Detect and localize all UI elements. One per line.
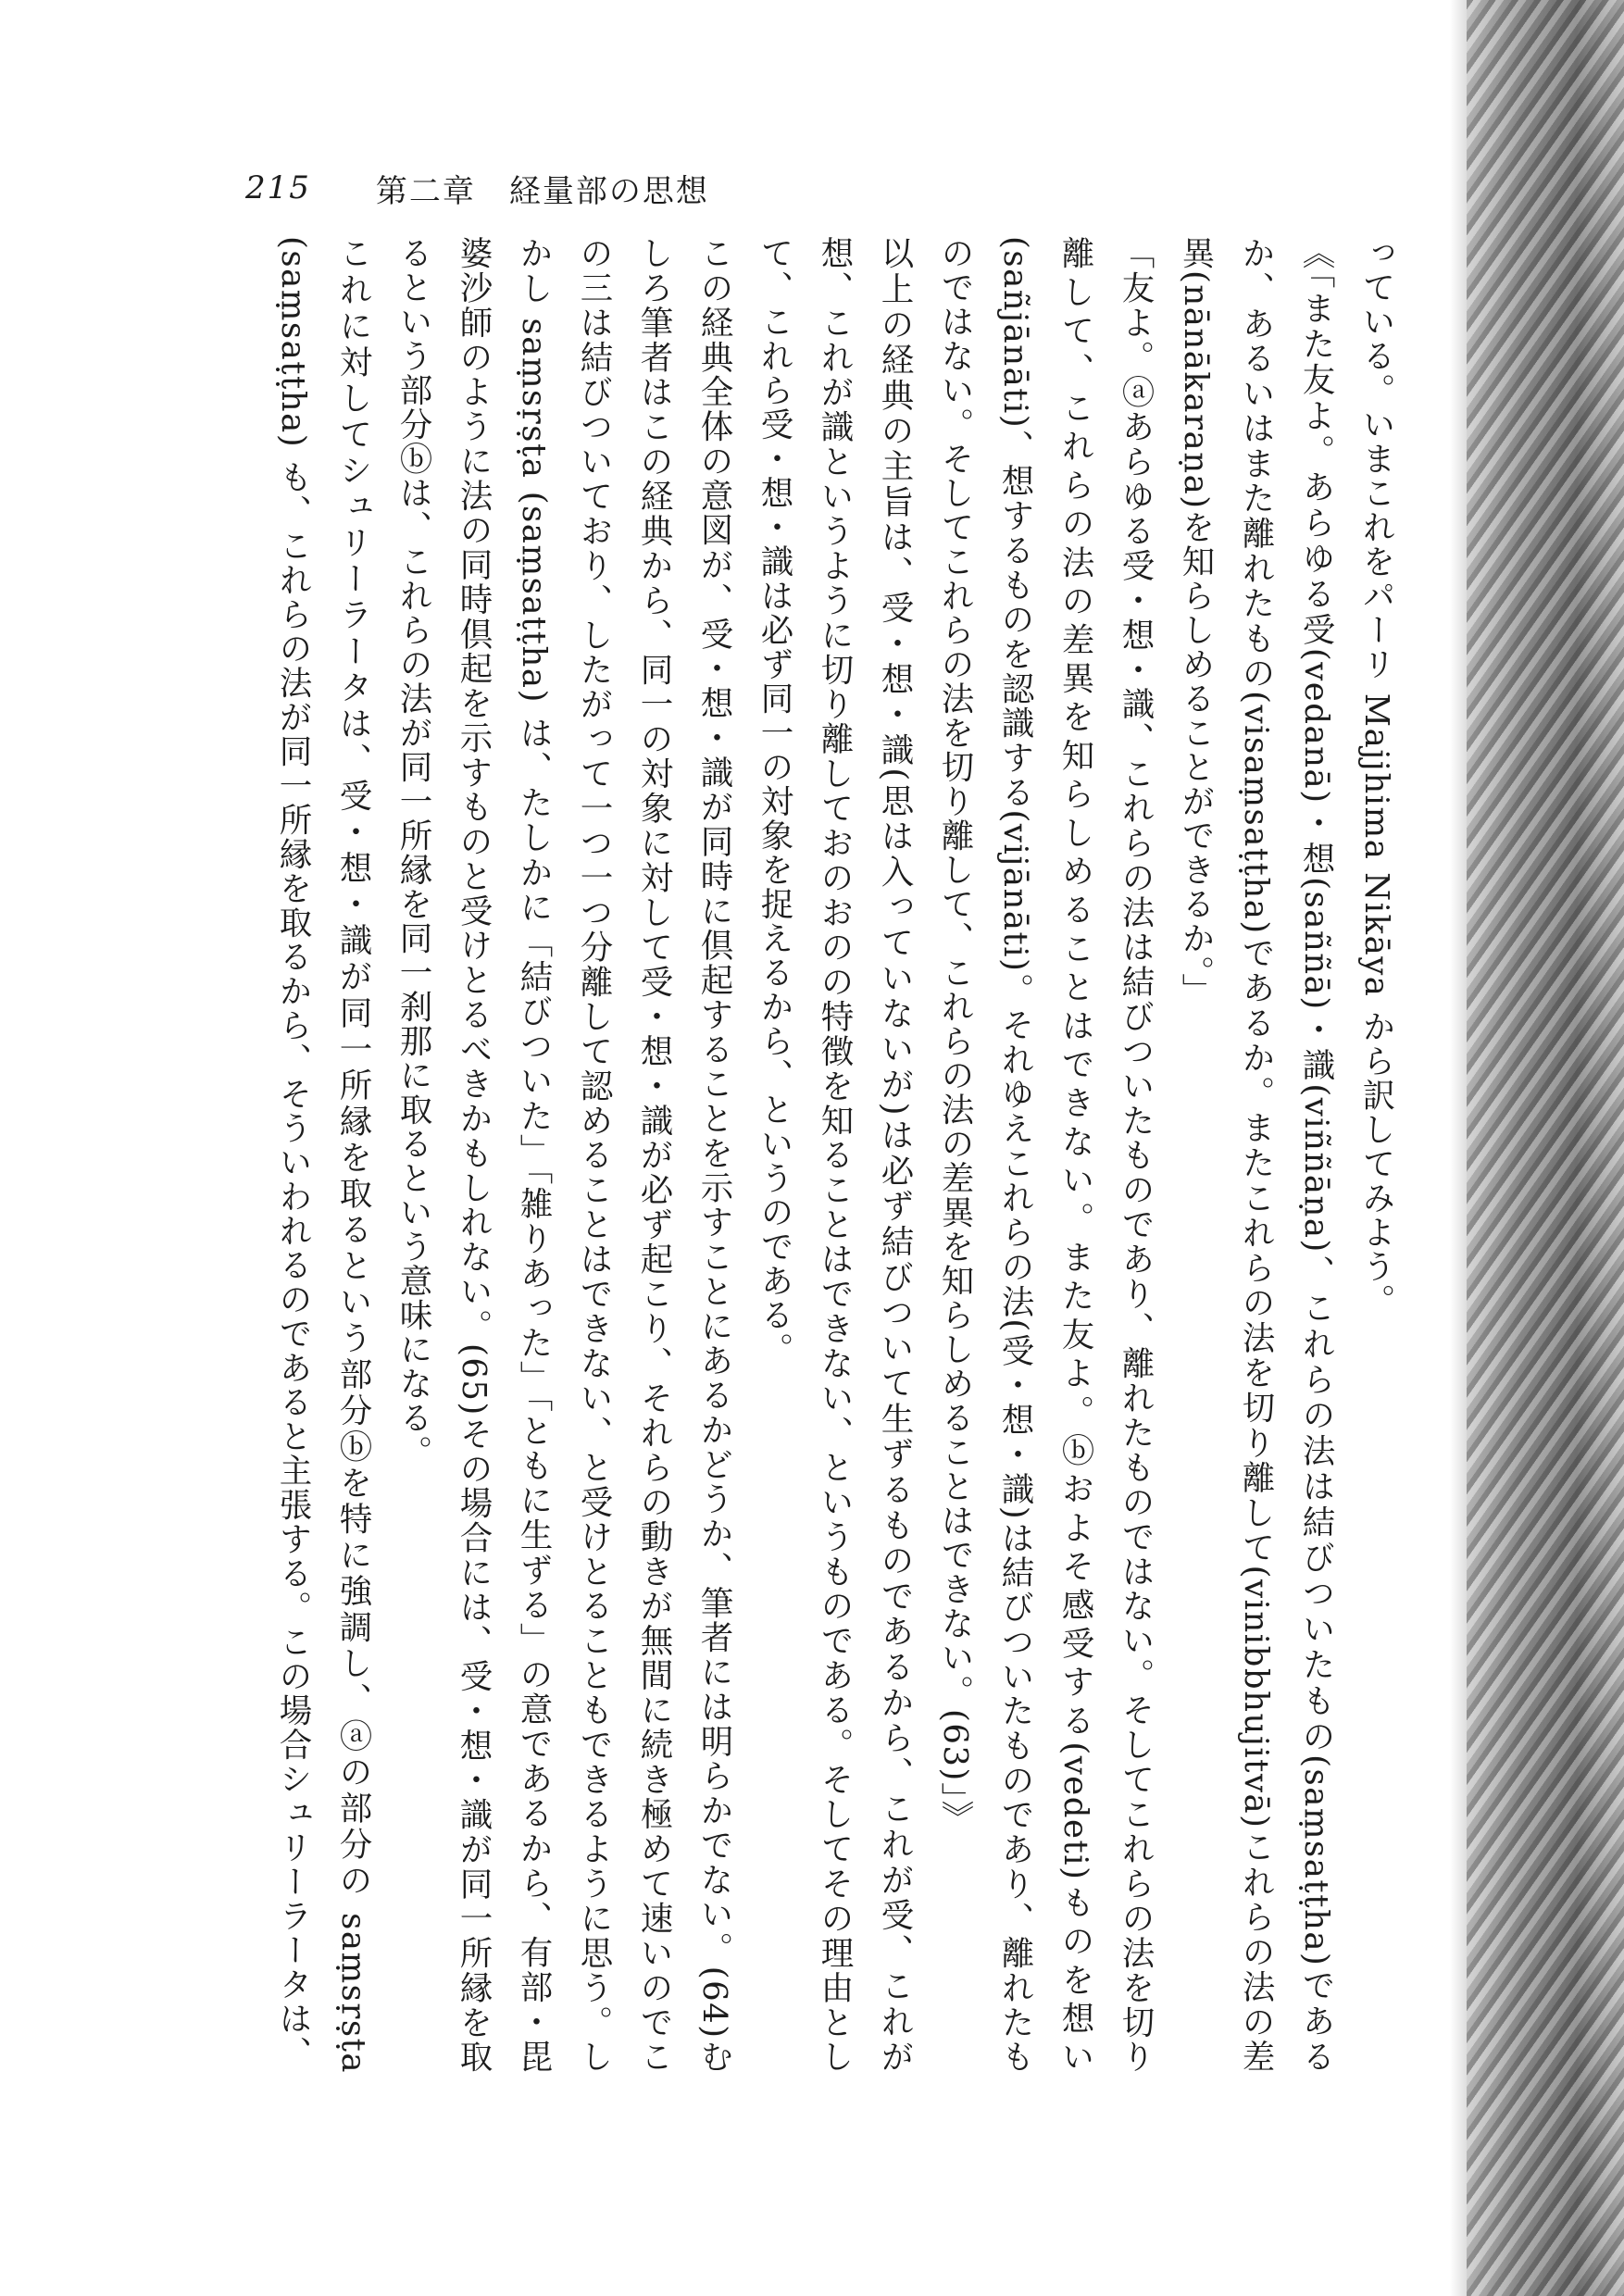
paragraph: 「友よ。ⓐあらゆる受・想・識、これらの法は結びついたものであり、離れたものではない。そしてこれらの法を切り離して、これらの法の差異を知らしめることはできない。また友よ。ⓑおよそ感受する(vedeti)ものを想い(sañjānāti)、想するものを認識する(vijānāti)。それゆえこれらの法(受・想・識)は結びついたものであり、離れたものではない。そしてこれらの法を切り離して、これらの法の差異を知らしめることはできない。(63)」》 [936,236,1155,2074]
paragraph: 以上の経典の主旨は、受・想・識(思は入っていないが)は必ず結びついて生ずるものであるから、これが受、これが想、これが識というように切り離しておのおのの特徴を知ることはできない、というものである。そしてその理由として、これら受・想・識は必ず同一の対象を捉えるから、というのである。 [756,236,914,2074]
paragraph: これに対してシュリーラータは、受・想・識が同一所縁を取るという部分ⓑを特に強調し、ⓐの部分の saṃsṛṣṭa (saṃsaṭṭha) も、これらの法が同一所縁を取るから、そういわれるのであると主張する。この場合シュリーラータは、 [274,236,372,2074]
page-number: 215 [245,169,311,206]
paragraph: っている。いまこれをパーリ Majjhima Nikāya から訳してみよう。 [1357,236,1395,1318]
paragraph: この経典全体の意図が、受・想・識が同時に倶起することを示すことにあるかどうか、筆者には明らかでない。(64)むしろ筆者はこの経典から、同一の対象に対して受・想・識が必ず起こり、それらの動きが無間に続き極めて速いのでこの三は結びついており、したがって一つ一つ分離して認めることはできない、と受けとることもできるように思う。しかし saṃsṛṣṭa (saṃsaṭṭha) は、たしかに「結びついた」「雑りあった」「ともに生ずる」の意であるから、有部・毘婆沙師のように法の同時倶起を示すものと受けとるべきかもしれない。(65)その場合には、受・想・識が同一所縁を取るという部分ⓑは、これらの法が同一所縁を同一刹那に取るという意味になる。 [394,236,733,2075]
binding-shadow [1450,0,1467,2296]
paragraph: 《「また友よ。あらゆる受(vedanā)・想(saññā)・識(viññāṇa)、これらの法は結びついたもの(saṃsaṭṭha)であるか、あるいはまた離れたもの(visaṃsaṭṭha)であるか。またこれらの法を切り離して(vinibbhujitvā)これらの法の差異(nānākaraṇa)を知らしめることができるか。」 [1177,236,1335,2074]
page-header [245,165,709,211]
body-text [166,236,1406,2074]
binding-gutter [1467,0,1624,2296]
running-title: 第二章 経量部の思想 [375,172,709,210]
